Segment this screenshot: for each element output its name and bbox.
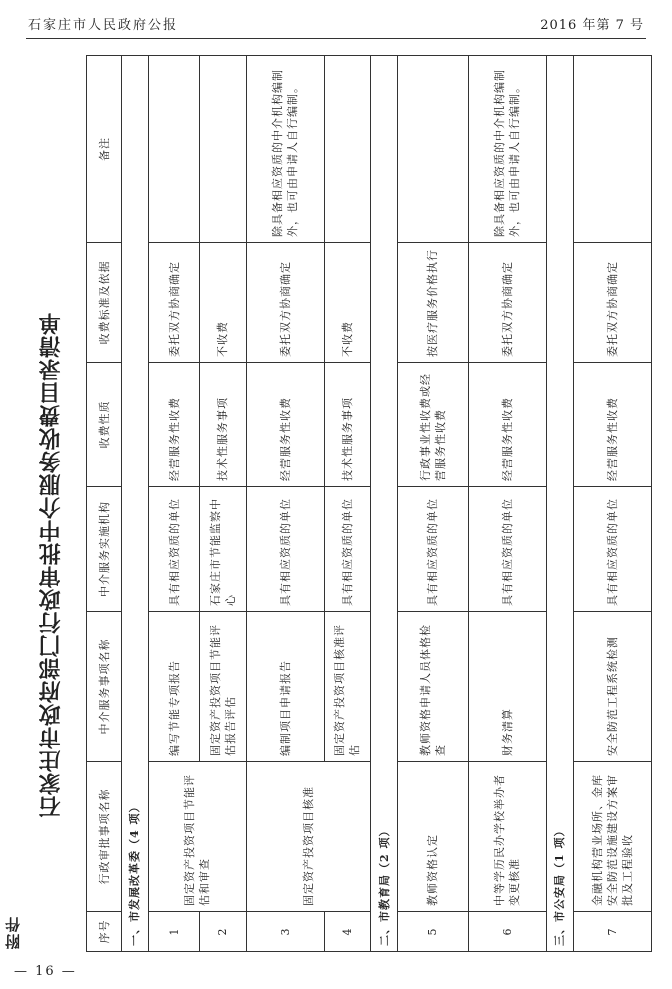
remark: 除具备相应资质的中介机构编制外，也可由申请人自行编制。 bbox=[468, 56, 546, 243]
table-row bbox=[573, 56, 651, 952]
header-rule bbox=[26, 38, 646, 39]
publication-title: 石家庄市人民政府公报 bbox=[28, 18, 179, 33]
row-no: 7 bbox=[573, 912, 651, 952]
section-row bbox=[371, 56, 398, 952]
table-row bbox=[397, 56, 468, 952]
fee-nature: 经营服务性收费 bbox=[148, 363, 199, 487]
row-no: 4 bbox=[324, 912, 370, 952]
fee-nature: 经营服务性收费 bbox=[573, 363, 651, 487]
agency: 具有相应资质的单位 bbox=[148, 487, 199, 612]
fee-standard: 委托双方协商确定 bbox=[573, 243, 651, 363]
row-no: 6 bbox=[468, 912, 546, 952]
section-label: 一、市发展改革委（4 项） bbox=[122, 56, 149, 952]
agency: 具有相应资质的单位 bbox=[246, 487, 324, 612]
row-no: 5 bbox=[397, 912, 468, 952]
fee-nature: 经营服务性收费 bbox=[246, 363, 324, 487]
table-row bbox=[148, 56, 199, 952]
table-wrapper bbox=[86, 56, 652, 952]
agency: 具有相应资质的单位 bbox=[324, 487, 370, 612]
service-item: 安全防范工程系统检测 bbox=[573, 612, 651, 762]
agency: 石家庄市节能监察中心 bbox=[200, 487, 246, 612]
approval-item: 金融机构营业场所、金库安全防范设施建设方案审批及工程验收 bbox=[573, 762, 651, 912]
service-item: 固定资产投资项目节能评估报告评估 bbox=[200, 612, 246, 762]
remark bbox=[397, 56, 468, 243]
col-header-remark: 备注 bbox=[87, 56, 122, 243]
fee-standard: 委托双方协商确定 bbox=[148, 243, 199, 363]
service-item: 编写节能专项报告 bbox=[148, 612, 199, 762]
approval-item: 固定资产投资项目节能评估和审查 bbox=[148, 762, 246, 912]
section-label: 二、市教育局（2 项） bbox=[371, 56, 398, 952]
fee-nature: 技术性服务事项 bbox=[324, 363, 370, 487]
row-no: 2 bbox=[200, 912, 246, 952]
service-item: 教师资格申请人员体格检查 bbox=[397, 612, 468, 762]
table-row bbox=[468, 56, 546, 952]
page-header bbox=[0, 0, 672, 40]
fee-standard: 不收费 bbox=[324, 243, 370, 363]
col-header-no: 序号 bbox=[87, 912, 122, 952]
approval-item: 固定资产投资项目核准 bbox=[246, 762, 371, 912]
fee-standard: 委托双方协商确定 bbox=[246, 243, 324, 363]
table-header-row bbox=[87, 56, 122, 952]
col-header-approval: 行政审批事项名称 bbox=[87, 762, 122, 912]
fee-nature: 经营服务性收费 bbox=[468, 363, 546, 487]
table-row bbox=[246, 56, 324, 952]
agency: 具有相应资质的单位 bbox=[573, 487, 651, 612]
col-header-nature: 收费性质 bbox=[87, 363, 122, 487]
agency: 具有相应资质的单位 bbox=[397, 487, 468, 612]
col-header-agency: 中介服务实施机构 bbox=[87, 487, 122, 612]
fee-standard: 按医疗服务价格执行 bbox=[397, 243, 468, 363]
section-row bbox=[546, 56, 573, 952]
fee-nature: 技术性服务事项 bbox=[200, 363, 246, 487]
fee-nature: 行政事业性收费或经营服务性收费 bbox=[397, 363, 468, 487]
service-item: 财务清算 bbox=[468, 612, 546, 762]
col-header-standard: 收费标准及依据 bbox=[87, 243, 122, 363]
fee-catalog-table bbox=[86, 55, 652, 952]
fee-standard: 不收费 bbox=[200, 243, 246, 363]
service-item: 固定资产投资项目核准评估 bbox=[324, 612, 370, 762]
issue-number: 2016 年第 7 号 bbox=[540, 18, 644, 33]
row-no: 1 bbox=[148, 912, 199, 952]
row-no: 3 bbox=[246, 912, 324, 952]
approval-item: 教师资格认定 bbox=[397, 762, 468, 912]
agency: 具有相应资质的单位 bbox=[468, 487, 546, 612]
approval-item: 中等学历民办学校举办者变更核准 bbox=[468, 762, 546, 912]
remark: 除具备相应资质的中介机构编制外，也可由申请人自行编制。 bbox=[246, 56, 324, 243]
remark bbox=[324, 56, 370, 243]
remark bbox=[573, 56, 651, 243]
remark bbox=[200, 56, 246, 243]
service-item: 编制项目申请报告 bbox=[246, 612, 324, 762]
document-title: 石家庄市政府部门行政审批中介服务收费目录清单 bbox=[39, 312, 64, 818]
fee-standard: 委托双方协商确定 bbox=[468, 243, 546, 363]
section-label: 三、市公安局（1 项） bbox=[546, 56, 573, 952]
remark bbox=[148, 56, 199, 243]
section-row bbox=[122, 56, 149, 952]
col-header-service: 中介服务事项名称 bbox=[87, 612, 122, 762]
attachment-label: 附件 bbox=[4, 915, 22, 949]
page-number: — 16 — bbox=[14, 964, 77, 979]
